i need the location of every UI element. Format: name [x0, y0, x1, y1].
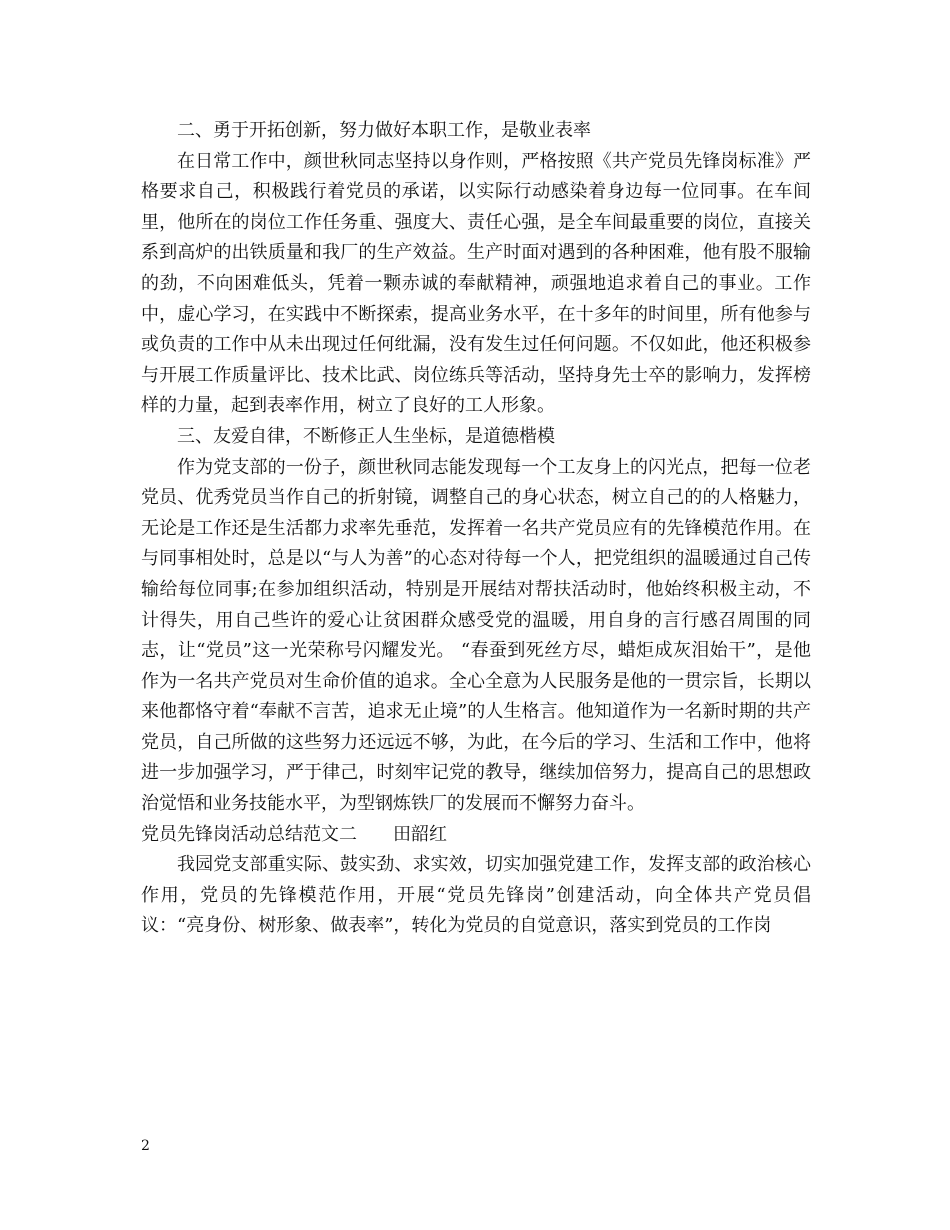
body-paragraph-3: 我园党支部重实际、鼓实劲、求实效，切实加强党建工作，发挥支部的政治核心作用，党员的先锋模范作用，开展“党员先锋岗”创建活动，向全体共产党员倡议：“亮身份、树形象、做表率”，转化为党员的自觉意识，落实到党员的工作岗	[141, 854, 811, 937]
body-paragraph-1: 在日常工作中，颜世秋同志坚持以身作则，严格按照《共产党员先锋岗标准》严格要求自己，积极践行着党员的承诺，以实际行动感染着身边每一位同事。在车间里，他所在的岗位工作任务重、强度大、责任心强，是全车间最重要的岗位，直接关系到高炉的出铁质量和我厂的生产效益。生产时面对遇到的各种困难，他有股不服输的劲，不向困难低头，凭着一颗赤诚的奉献精神，顽强地追求着自己的事业。工作中，虚心学习，在实践中不断探索，提高业务水平，在十多年的时间里，所有他参与或负责的工作中从未出现过任何纰漏，没有发生过任何问题。不仅如此，他还积极参与开展工作质量评比、技术比武、岗位练兵等活动，坚持身先士卒的影响力，发挥榜样的力量，起到表率作用，树立了良好的工人形象。	[141, 150, 811, 417]
article-title: 党员先锋岗活动总结范文二	[141, 823, 357, 845]
page-number: 2	[141, 1138, 150, 1154]
body-paragraph-2: 作为党支部的一份子，颜世秋同志能发现每一个工友身上的闪光点，把每一位老党员、优秀党员当作自己的折射镜，调整自己的身心状态，树立自己的的人格魅力，无论是工作还是生活都力求率先垂范，发挥着一名共产党员应有的先锋模范作用。在与同事相处时，总是以“与人为善”的心态对待每一个人，把党组织的温暖通过自己传输给每位同事;在参加组织活动，特别是开展结对帮扶活动时，他始终积极主动，不计得失，用自己些许的爱心让贫困群众感受党的温暖，用自身的言行感召周围的同志，让“党员”这一光荣称号闪耀发光。 “春蚕到死丝方尽，蜡炬成灰泪始干”，是他作为一名共产党员对生命价值的追求。全心全意为人民服务是他的一贯宗旨，长期以来他都恪守着“奉献不言苦，追求无止境”的人生格言。他知道作为一名新时期的共产党员，自己所做的这些努力还远远不够，为此，在今后的学习、生活和工作中，他将进一步加强学习，严于律己，时刻牢记党的教导，继续加倍努力，提高自己的思想政治觉悟和业务技能水平，为型钢炼铁厂的发展而不懈努力奋斗。	[141, 456, 811, 815]
section-heading-3: 三、友爱自律，不断修正人生坐标，是道德楷模	[177, 425, 555, 447]
document-body	[141, 116, 811, 942]
article-title-line	[141, 820, 811, 851]
section-heading-2: 二、勇于开拓创新，努力做好本职工作，是敬业表率	[177, 120, 591, 141]
article-author: 田韶红	[393, 823, 447, 845]
